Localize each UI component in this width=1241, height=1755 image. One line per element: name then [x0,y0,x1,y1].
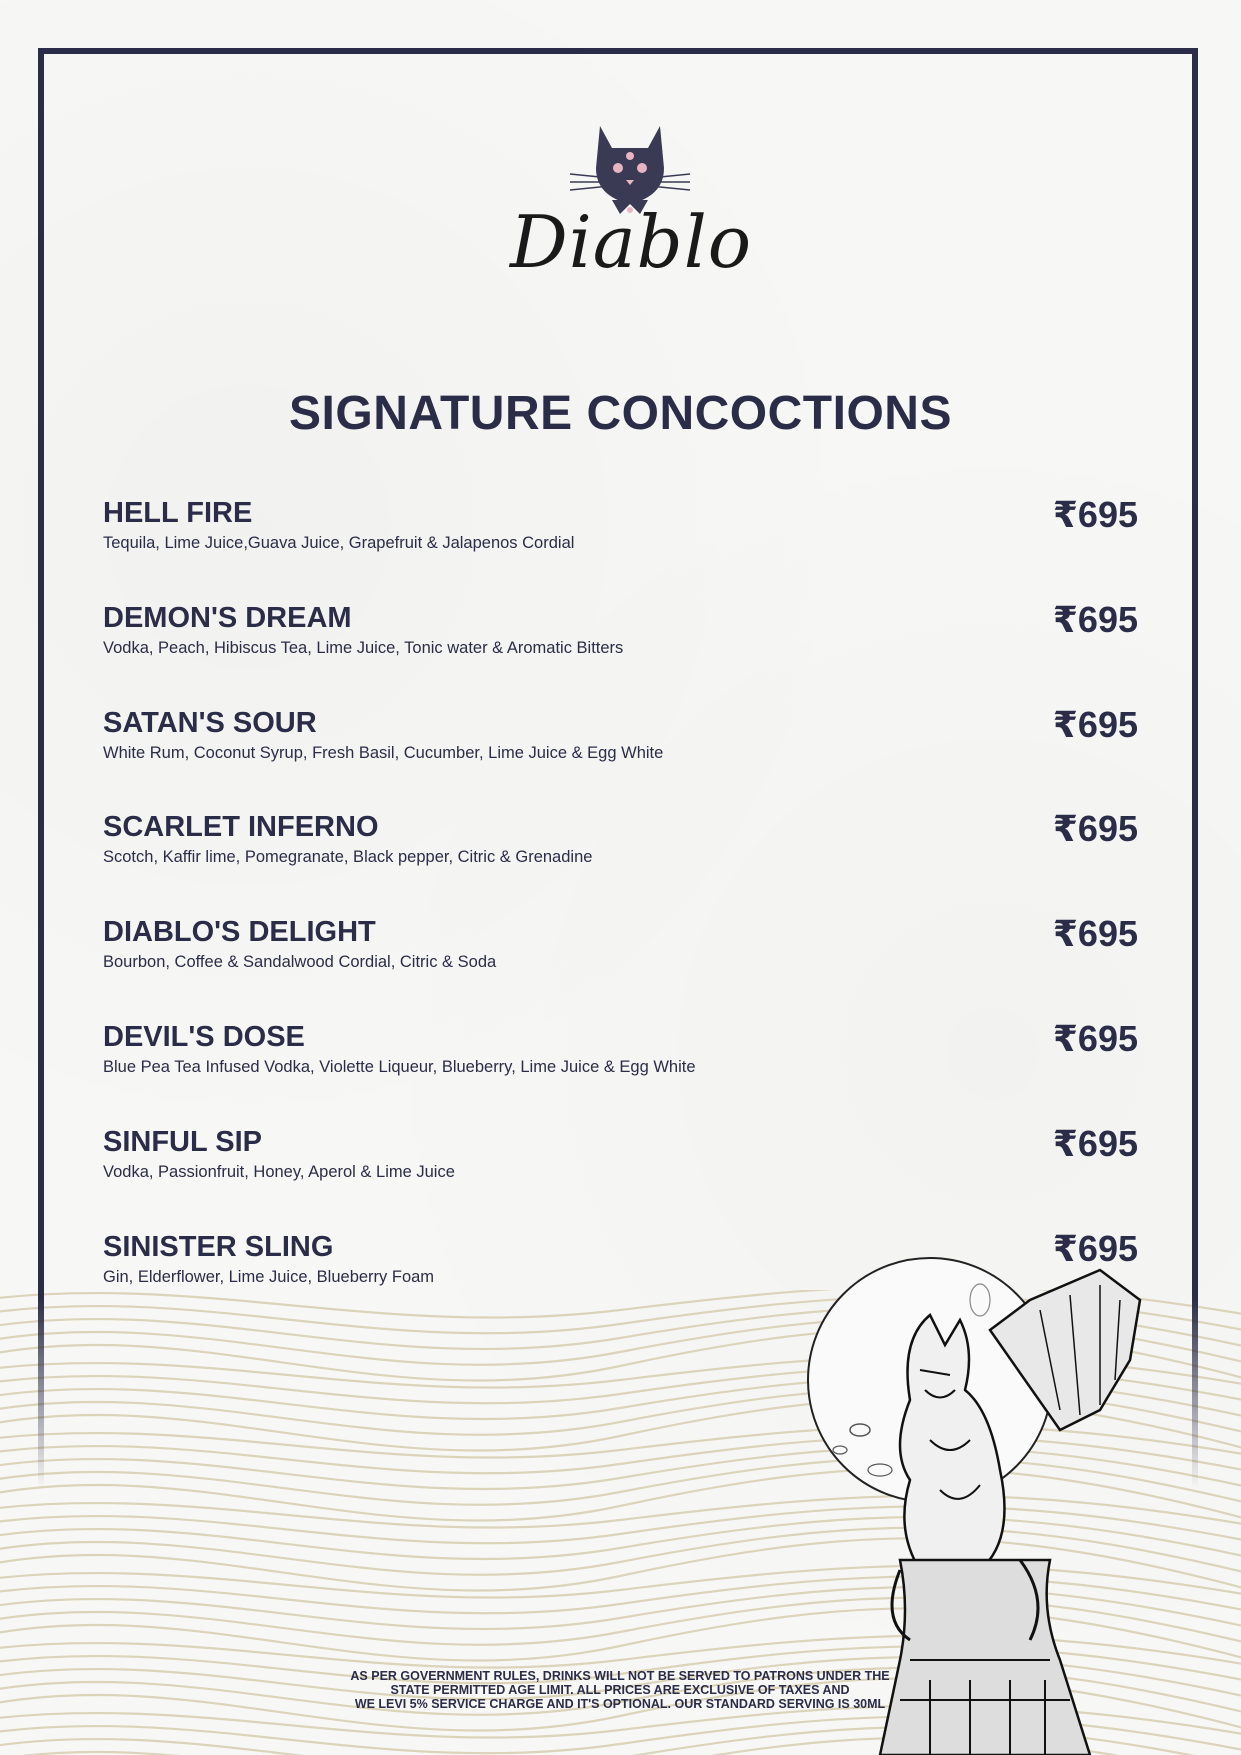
menu-item [103,703,1138,811]
item-description: Tequila, Lime Juice,Guava Juice, Grapefruit & Jalapenos Cordial [103,534,575,552]
item-price: ₹695 [1052,1122,1138,1164]
notice-line: AS PER GOVERNMENT RULES, DRINKS WILL NOT BE SERVED TO PATRONS UNDER THE [350,1669,890,1683]
menu-item [103,1122,1138,1230]
notice-line: STATE PERMITTED AGE LIMIT. ALL PRICES ARE EXCLUSIVE OF TAXES AND [390,1683,850,1697]
item-description: Gin, Elderflower, Lime Juice, Blueberry Foam [103,1267,435,1286]
page-title: SIGNATURE CONCOCTIONS [289,387,952,440]
item-name: DEVIL'S DOSE [103,1020,305,1053]
item-description: Bourbon, Coffee & Sandalwood Cordial, Citric & Soda [103,953,497,972]
item-name: SATAN'S SOUR [103,706,317,739]
item-name: SCARLET INFERNO [103,811,379,844]
menu-item [103,598,1138,706]
menu-item [103,496,1138,601]
notice-line: WE LEVI 5% SERVICE CHARGE AND IT'S OPTIONAL. OUR STANDARD SERVING IS 30ML [354,1697,886,1711]
item-name: HELL FIRE [103,497,253,529]
item-description: Blue Pea Tea Infused Vodka, Violette Liqueur, Blueberry, Lime Juice & Egg White [103,1057,696,1076]
item-name: SINFUL SIP [103,1125,262,1158]
item-price: ₹695 [1052,598,1138,640]
menu-item [103,915,1138,1020]
item-description: White Rum, Coconut Syrup, Fresh Basil, Cucumber, Lime Juice & Egg White [103,743,664,762]
item-description: Scotch, Kaffir lime, Pomegranate, Black pepper, Citric & Grenadine [103,848,593,867]
item-price: ₹695 [1052,1017,1138,1059]
item-name: DEMON'S DREAM [103,601,352,634]
item-price: ₹695 [1052,1227,1138,1269]
item-price: ₹695 [1052,494,1138,535]
item-price: ₹695 [1052,808,1138,850]
item-description: Vodka, Passionfruit, Honey, Aperol & Lime Juice [103,1162,455,1181]
item-description: Vodka, Peach, Hibiscus Tea, Lime Juice, Tonic water & Aromatic Bitters [103,638,624,657]
item-name: DIABLO'S DELIGHT [103,916,376,949]
item-price: ₹695 [1052,703,1138,745]
item-price: ₹695 [1052,913,1138,955]
menu-item [103,1017,1138,1125]
brand-wordmark: Diablo [510,200,753,284]
legal-notice [320,1669,920,1711]
menu-item [103,810,1138,915]
cocktail-list [103,496,1138,1334]
item-name: SINISTER SLING [103,1230,334,1263]
